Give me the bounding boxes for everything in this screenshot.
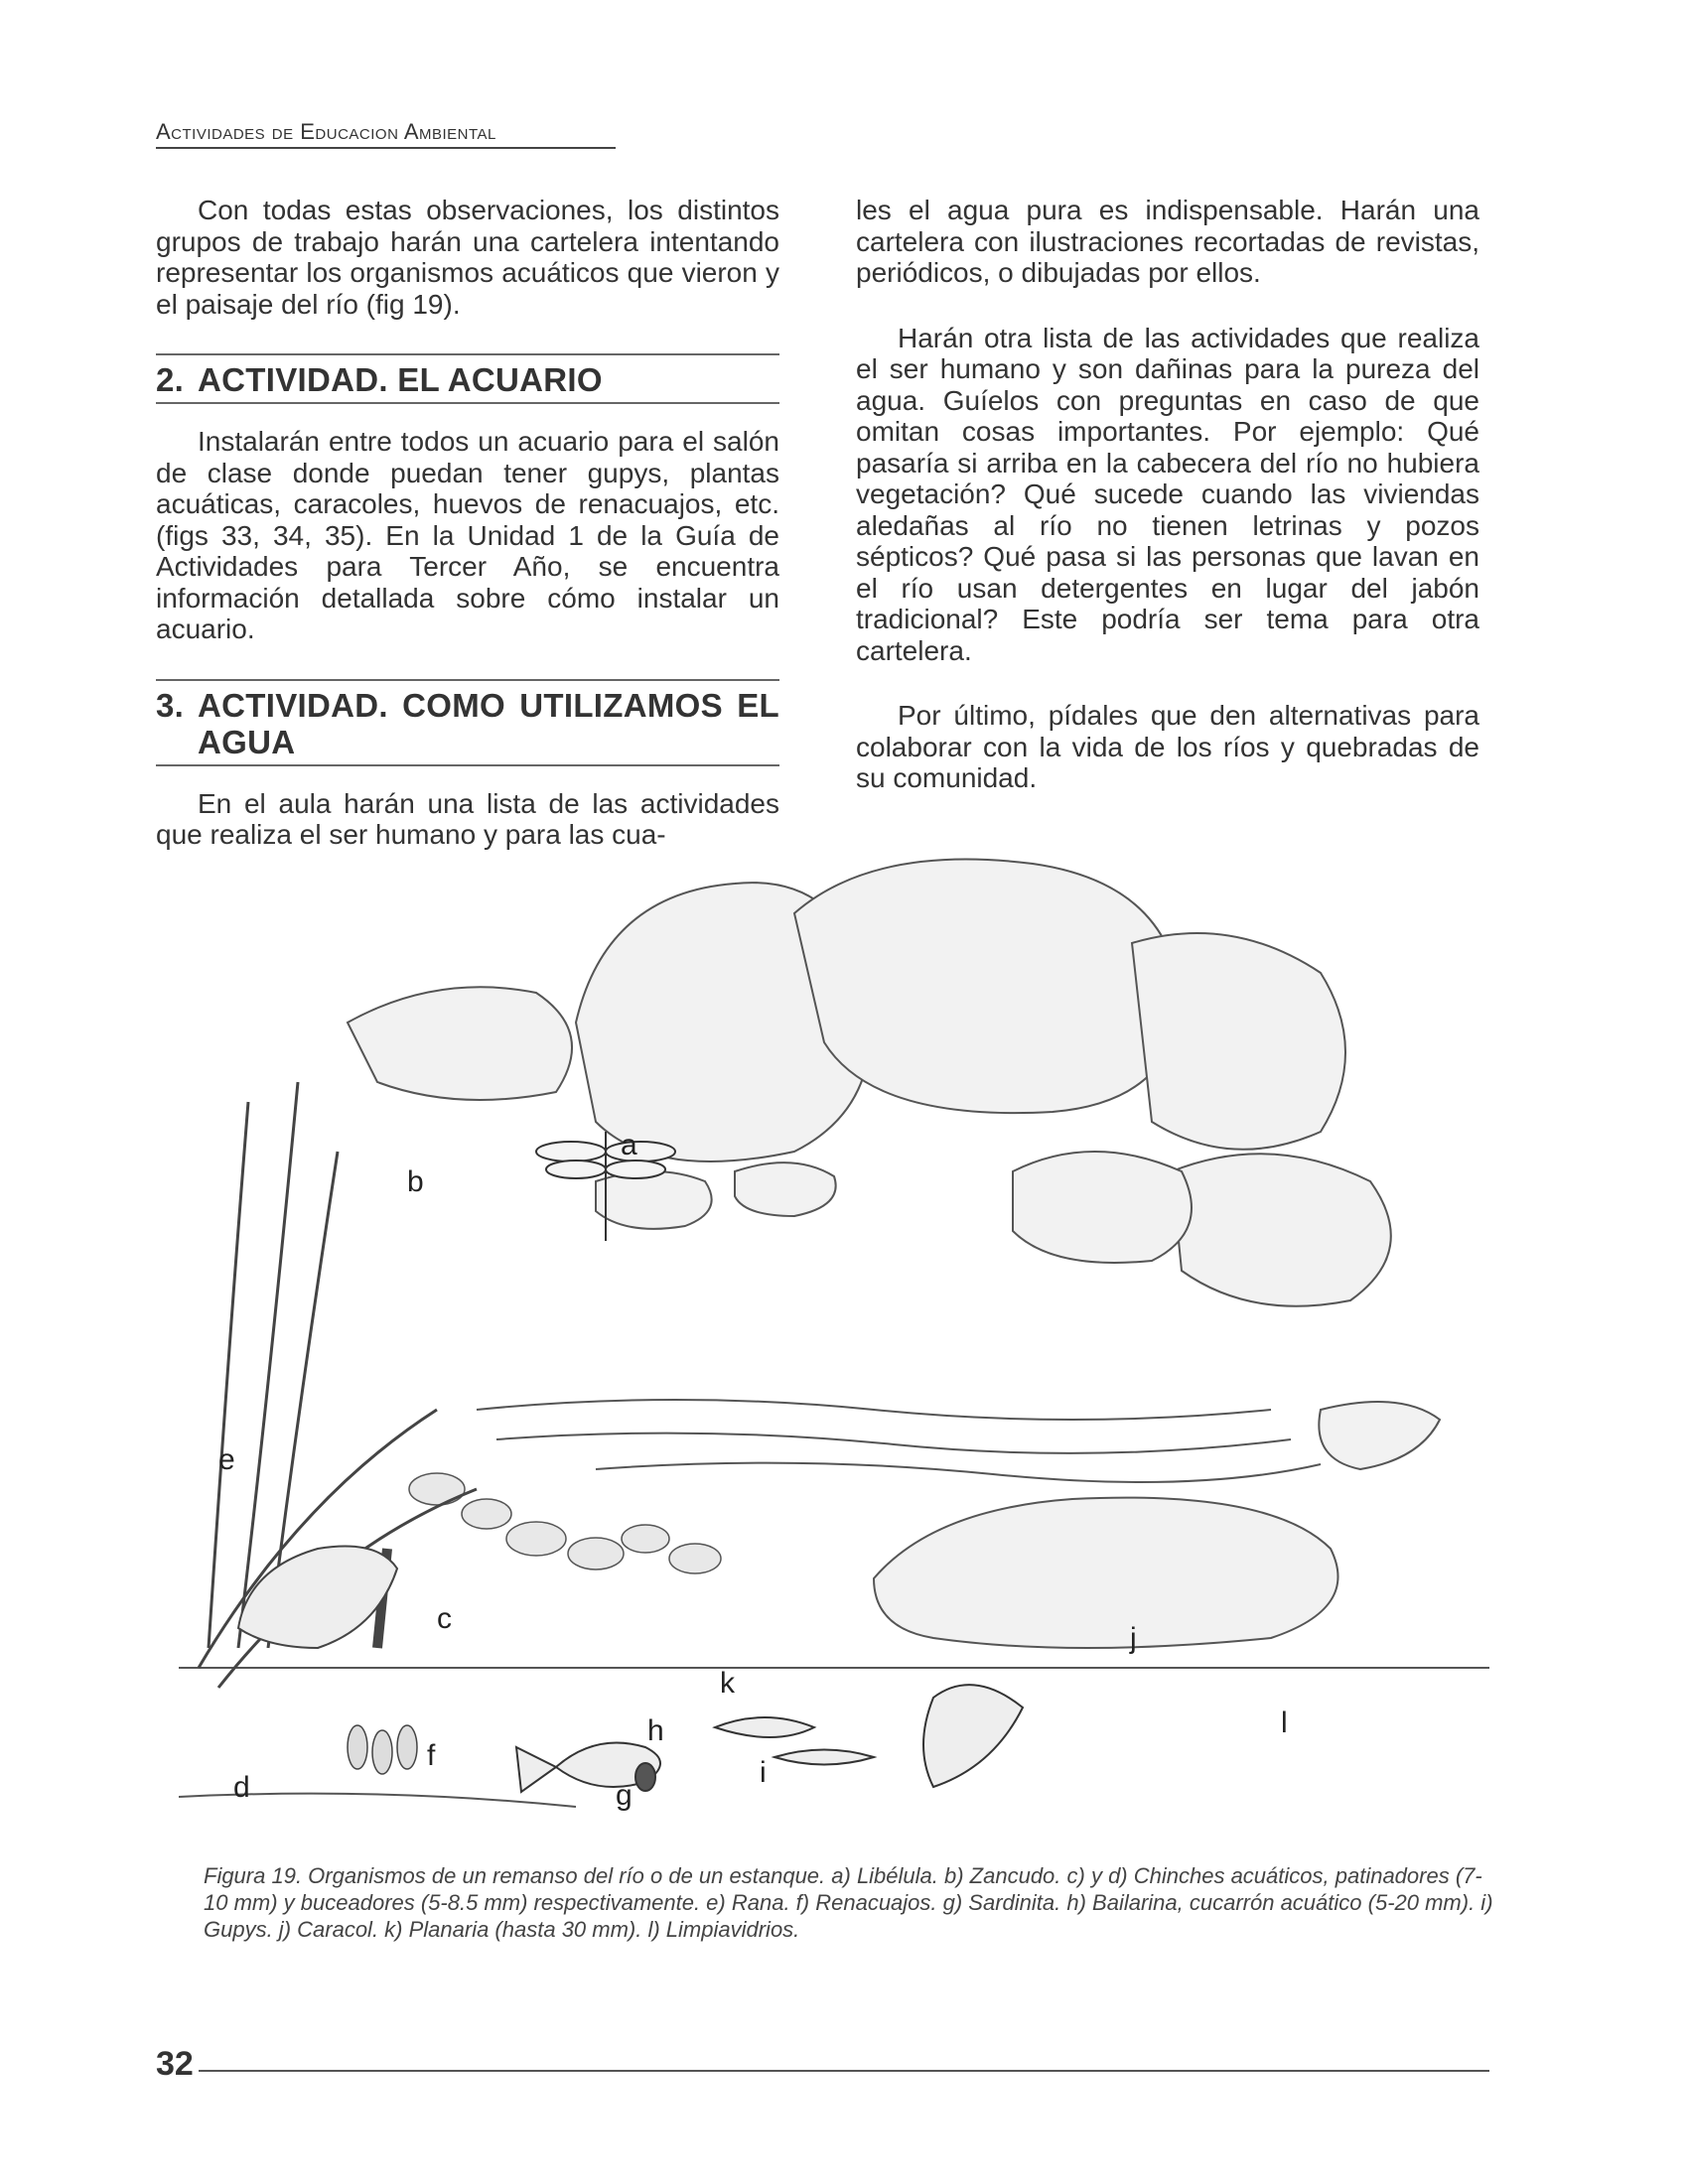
label-d: d bbox=[233, 1771, 250, 1804]
running-head-rule bbox=[156, 147, 616, 149]
section-title: ACTIVIDAD. EL ACUARIO bbox=[198, 361, 603, 398]
label-i: i bbox=[760, 1756, 767, 1789]
pleco bbox=[923, 1685, 1023, 1787]
boulder bbox=[874, 1498, 1338, 1648]
stone bbox=[1319, 1402, 1440, 1469]
footer-rule bbox=[199, 2070, 1489, 2072]
reed bbox=[209, 1102, 248, 1648]
boulder bbox=[348, 987, 572, 1100]
paragraph: Instalarán entre todos un acuario para el salón de clase donde puedan tener gupys, plantas acuáticas, caracoles, huevos de renacuajos, etc. (figs 33, 34, 35). En la Unidad 1 de la Guía de Actividades para Tercer Año, se encuentra información detallada sobre cómo instalar un acuario. bbox=[156, 426, 779, 644]
left-column bbox=[156, 195, 779, 885]
pebble bbox=[669, 1544, 721, 1573]
section-rule-top bbox=[156, 353, 779, 355]
tadpole bbox=[397, 1725, 417, 1769]
water-line bbox=[496, 1433, 1291, 1453]
boulder bbox=[1132, 933, 1345, 1150]
boulder bbox=[1172, 1154, 1391, 1305]
label-j: j bbox=[1130, 1622, 1137, 1655]
paragraph: Con todas estas observaciones, los distintos grupos de trabajo harán una cartelera intentando representar los organismos acuáticos que vieron y el paisaje del río (fig 19). bbox=[156, 195, 779, 320]
pebble bbox=[506, 1522, 566, 1556]
frog bbox=[238, 1547, 397, 1649]
label-f: f bbox=[427, 1739, 436, 1772]
pebble bbox=[409, 1473, 465, 1505]
water-line bbox=[596, 1463, 1321, 1482]
water-line bbox=[477, 1400, 1271, 1420]
running-head: Actividades de Educacion Ambiental bbox=[156, 119, 496, 144]
pebble bbox=[568, 1538, 624, 1570]
paragraph: Harán otra lista de las actividades que realiza el ser humano y son dañinas para la pureza del agua. Guíelos con preguntas en caso de que omitan cosas importantes. Por ejemplo: Qué pasaría si arriba en la cabecera del río no hubiera vegetación? Qué sucede cuando las viviendas aledañas al río no tienen letrinas y pozos sépticos? Qué pasa si las personas que lavan en el río usan detergentes en lugar del jabón tradicional? Este podría ser tema para otra cartelera. bbox=[856, 322, 1479, 666]
label-b: b bbox=[407, 1165, 424, 1198]
river-illustration bbox=[179, 854, 1489, 1846]
section-rule-bottom bbox=[156, 402, 779, 404]
water-beetle bbox=[635, 1763, 655, 1791]
section-rule-bottom bbox=[156, 764, 779, 766]
label-k: k bbox=[720, 1667, 735, 1700]
right-column bbox=[856, 195, 1479, 828]
section-number: 3. bbox=[156, 686, 185, 724]
pebble bbox=[622, 1525, 669, 1553]
boulder bbox=[1013, 1152, 1192, 1263]
label-l: l bbox=[1281, 1706, 1288, 1739]
paragraph: Por último, pídales que den alternativas para colaborar con la vida de los ríos y quebradas de su comunidad. bbox=[856, 700, 1479, 793]
page-number: 32 bbox=[156, 2045, 194, 2083]
tadpole bbox=[372, 1730, 392, 1774]
figure-caption: Figura 19. Organismos de un remanso del río o de un estanque. a) Libélula. b) Zancudo. c) y d) Chinches acuáticos, patinadores (7-10 mm) y buceadores (5-8.5 mm) respectivamente. e) Rana. f) Renacuajos. g) Sardinita. h) Bailarina, cucarrón acuático (5-20 mm). i) Gupys. j) Caracol. k) Planaria (hasta 30 mm). l) Limpiavidrios. bbox=[204, 1863, 1493, 1942]
label-g: g bbox=[616, 1779, 633, 1812]
label-h: h bbox=[647, 1714, 664, 1747]
section-heading-3 bbox=[156, 679, 779, 766]
paragraph: En el aula harán una lista de las actividades que realiza el ser humano y para las cua- bbox=[156, 787, 779, 850]
guppy bbox=[774, 1750, 874, 1765]
section-rule-top bbox=[156, 679, 779, 681]
label-a: a bbox=[621, 1129, 637, 1161]
guppy bbox=[715, 1717, 814, 1737]
stone bbox=[735, 1162, 836, 1216]
section-number: 2. bbox=[156, 361, 185, 398]
label-c: c bbox=[437, 1602, 452, 1635]
pebble bbox=[462, 1499, 511, 1529]
section-title: ACTIVIDAD. COMO UTILIZAMOS EL AGUA bbox=[198, 686, 779, 760]
label-e: e bbox=[218, 1443, 235, 1476]
section-heading-2 bbox=[156, 353, 779, 404]
stone bbox=[596, 1171, 712, 1229]
tadpole bbox=[348, 1725, 367, 1769]
paragraph: les el agua pura es indispensable. Harán una cartelera con ilustraciones recortadas de revistas, periódicos, o dibujadas por ellos. bbox=[856, 195, 1479, 288]
